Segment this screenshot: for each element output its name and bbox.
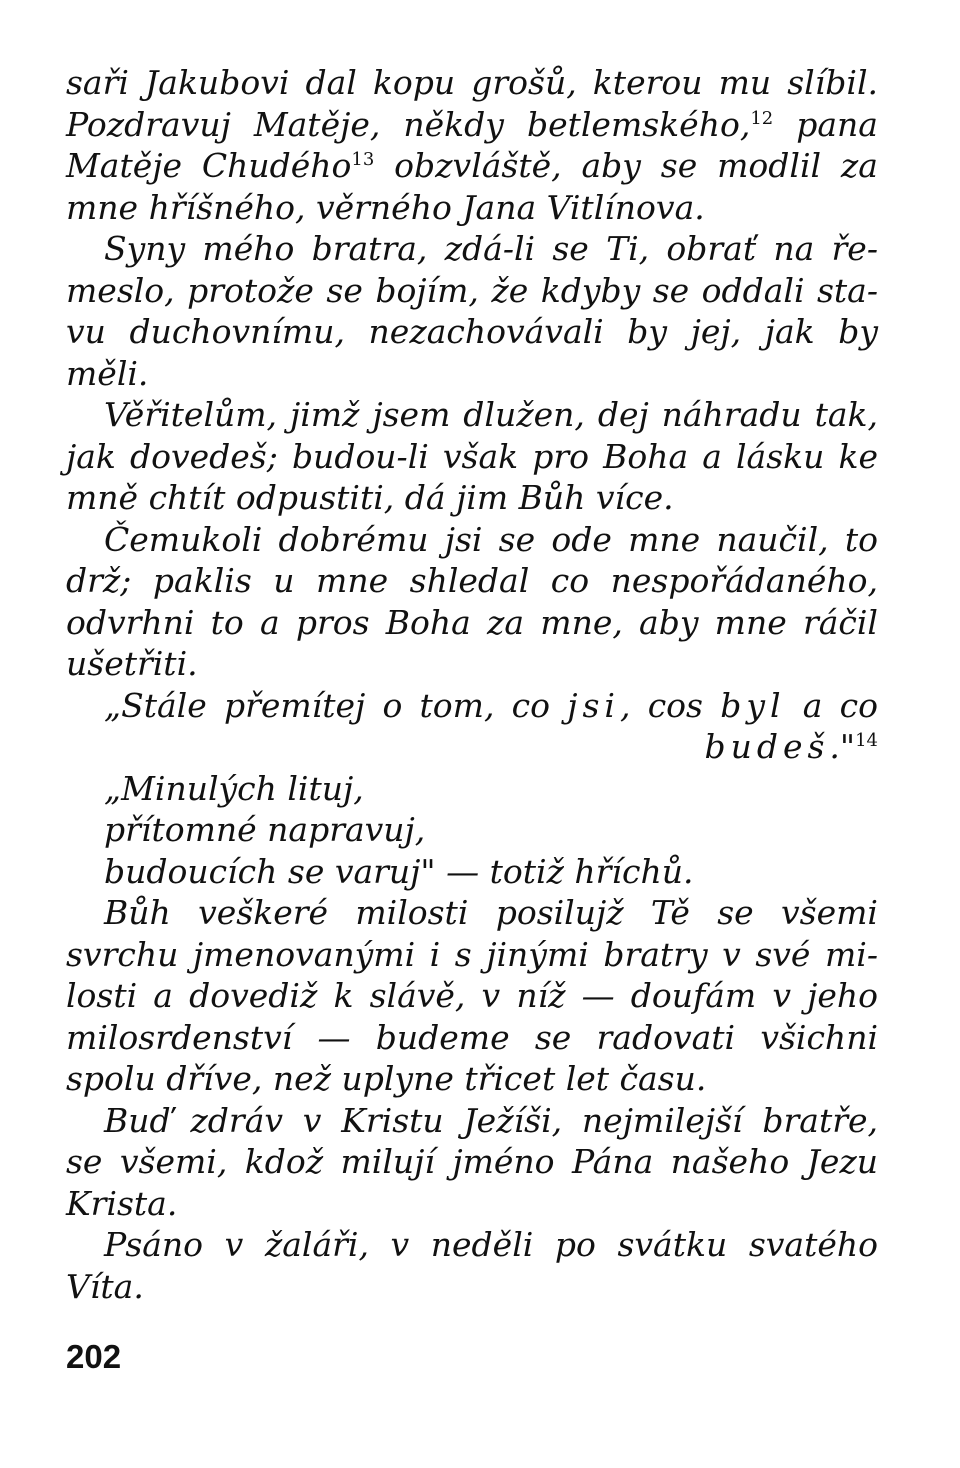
text-line: spolu dříve, než uplyne třicet let času. (66, 1059, 707, 1098)
text-line: svrchu jmenovanými i s jinými bratry v své mi- (66, 934, 878, 974)
text-line: drž; paklis u mne shledal co nespořádaného, (66, 561, 878, 600)
text-fragment: Pozdravuj Matěje, někdy betlemského, (66, 104, 751, 144)
text-fragment: ." (829, 727, 856, 766)
text-line: Psáno v žaláři, v neděli po svátku svatého (104, 1225, 878, 1264)
footnote-ref: 14 (855, 730, 878, 751)
spaced-word: byl (720, 685, 786, 725)
text-line: Buď zdráv v Kristu Ježíši, nejmilejší bratře, (104, 1100, 878, 1140)
text-line (66, 104, 878, 146)
footnote-ref: 12 (750, 107, 774, 129)
page-number: 202 (66, 1338, 122, 1375)
text-line: mne hříšného, věrného Jana Vitlínova. (66, 187, 705, 227)
text-line: budoucích se varuj" — totiž hříchů. (104, 851, 694, 891)
text-line: losti a dovediž k slávě, v níž — doufám v jeho (66, 976, 878, 1015)
text-line: Věřitelům, jimž jsem dlužen, dej náhradu tak, (104, 395, 878, 434)
text-line: meslo, protože se bojím, že kdyby se oddali sta- (66, 270, 878, 310)
text-line (66, 726, 878, 768)
text-fragment: pana (796, 104, 878, 144)
text-line (66, 685, 878, 727)
text-line: Čemukoli dobrému jsi se ode mne naučil, to (104, 519, 878, 559)
text-line: Syny mého bratra, zdá-li se Ti, obrať na ře- (104, 229, 878, 268)
text-line: mně chtít odpustiti, dá jim Bůh více. (66, 478, 674, 517)
text-line: vu duchovnímu, nezachovávali by jej, jak by (66, 312, 878, 351)
page-text (66, 62, 878, 1307)
text-line: přítomné napravuj, (104, 810, 426, 849)
text-fragment: , cos (619, 685, 703, 725)
spaced-word: budeš (704, 727, 830, 766)
text-line: ušetřiti. (66, 644, 198, 683)
text-line: se všemi, kdož milují jméno Pána našeho Jezu (66, 1142, 878, 1181)
text-fragment: „Stále přemítej o tom, co (104, 685, 551, 725)
text-fragment: a co (802, 685, 878, 725)
footnote-ref: 13 (351, 149, 375, 170)
text-line: jak dovedeš; budou-li však pro Boha a lásku ke (66, 436, 878, 476)
text-line (66, 145, 878, 187)
text-line: odvrhni to a pros Boha za mne, aby mne ráčil (66, 602, 878, 642)
text-line: saři Jakubovi dal kopu grošů, kterou mu slíbil. (66, 63, 878, 102)
spaced-word: jsi (567, 685, 620, 725)
text-line: Krista. (66, 1183, 178, 1223)
text-line: milosrdenství — budeme se radovati všichni (66, 1017, 878, 1057)
text-line: Bůh veškeré milosti posilujž Tě se všemi (104, 893, 878, 932)
text-fragment: obzvláště, aby se modlil za (394, 146, 878, 185)
text-line: „Minulých lituj, (104, 768, 364, 808)
text-fragment: Matěje Chudého (66, 146, 352, 185)
text-line: Víta. (66, 1266, 144, 1306)
text-line: měli. (66, 353, 149, 393)
